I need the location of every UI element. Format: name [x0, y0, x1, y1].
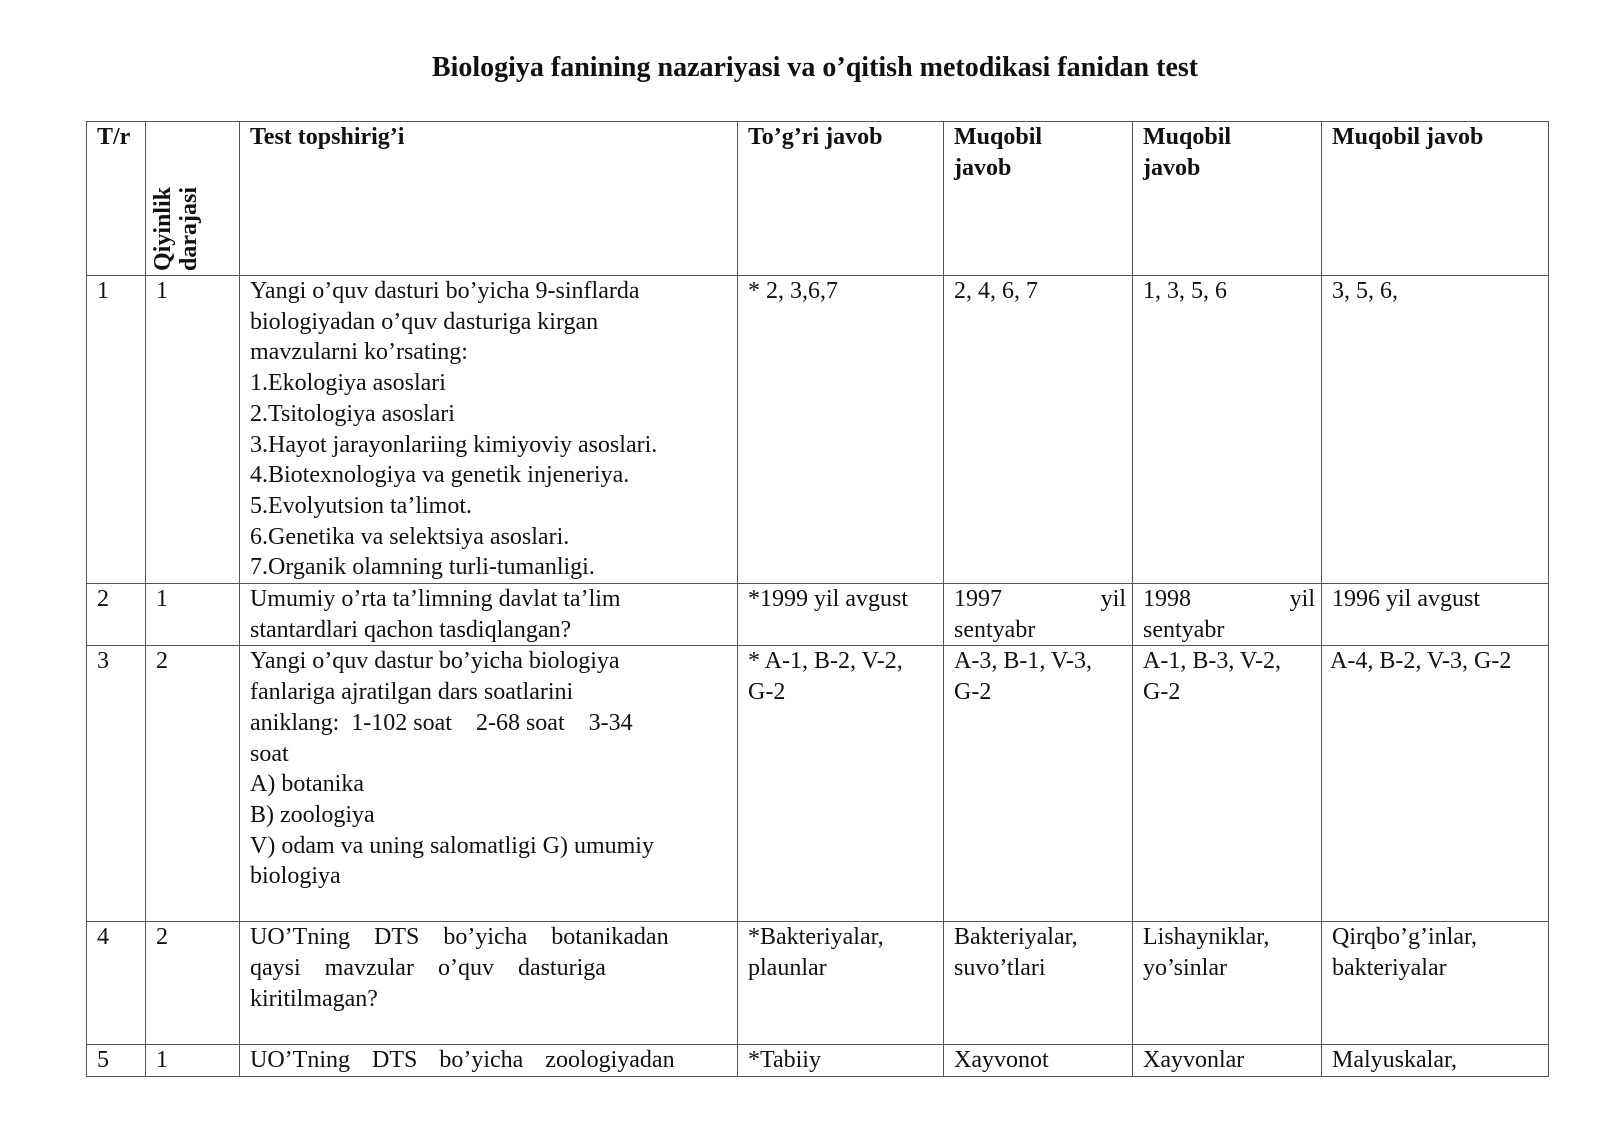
answer-line: yo’sinlar — [1143, 955, 1227, 982]
task-line: 5.Evolyutsion ta’limot. — [250, 492, 472, 519]
row-number: 2 — [87, 584, 146, 646]
answer-line: Bakteriyalar, — [954, 924, 1078, 951]
header-difficulty — [146, 122, 240, 276]
answer-line: G-2 — [954, 679, 992, 706]
alt-answer-2 — [1133, 646, 1322, 922]
alt-answer-3: 1996 yil avgust — [1322, 584, 1549, 646]
alt-answer-3: Malyuskalar, — [1322, 1045, 1549, 1077]
task-line: 7.Organik olamning turli-tumanligi. — [250, 554, 595, 581]
answer-part: yil — [1100, 586, 1126, 613]
row-number: 3 — [87, 646, 146, 922]
answer-line: A-3, B-1, V-3, — [954, 648, 1093, 675]
row-level: 2 — [146, 646, 240, 922]
answer-line: Lishayniklar, — [1143, 924, 1270, 951]
answer-line: G-2 — [748, 679, 786, 706]
answer-part: 1997 — [954, 586, 1002, 613]
header-difficulty-label: Qiyinlik darajasi — [150, 186, 202, 271]
correct-answer: * 2, 3,6,7 — [738, 276, 944, 584]
header-task: Test topshirig’i — [240, 122, 738, 276]
task-line: biologiya — [250, 863, 341, 890]
row-level: 1 — [146, 276, 240, 584]
task-line: Yangi o’quv dastur bo’yicha biologiya — [250, 648, 620, 675]
answer-part: 1998 — [1143, 586, 1191, 613]
alt-answer-3: 3, 5, 6, — [1322, 276, 1549, 584]
table-row — [87, 1045, 1549, 1077]
document-title: Biologiya fanining nazariyasi va o’qitish metodikasi fanidan test — [431, 52, 1199, 83]
alt-answer-3: A-4, B-2, V-3, G-2 — [1322, 646, 1549, 922]
task-line: mavzularni ko’rsating: — [250, 339, 468, 366]
task-line: 4.Biotexnologiya va genetik injeneriya. — [250, 462, 630, 489]
header-alt1: Muqobil javob — [944, 122, 1133, 276]
table-row — [87, 646, 1549, 922]
row-level: 1 — [146, 1045, 240, 1077]
answer-line — [1143, 584, 1315, 615]
row-number: 4 — [87, 922, 146, 1045]
alt-answer-2: Xayvonlar — [1133, 1045, 1322, 1077]
answer-line: sentyabr — [954, 616, 1036, 643]
task-line: B) zoologiya — [250, 801, 375, 828]
row-task — [240, 276, 738, 584]
table-row — [87, 584, 1549, 646]
task-line: UO’Tning DTS bo’yicha botanikadan — [250, 924, 669, 951]
answer-line: *Bakteriyalar, — [748, 924, 884, 951]
task-line: V) odam va uning salomatligi G) umumiy — [250, 832, 654, 859]
row-task — [240, 646, 738, 922]
correct-answer — [738, 922, 944, 1045]
alt-answer-1 — [944, 922, 1133, 1045]
test-table — [86, 121, 1549, 1077]
table-row — [87, 922, 1549, 1045]
answer-part: yil — [1289, 586, 1315, 613]
answer-line: suvo’tlari — [954, 955, 1046, 982]
correct-answer: *Tabiiy — [738, 1045, 944, 1077]
task-line: fanlariga ajratilgan dars soatlarini — [250, 679, 574, 706]
header-alt2: Muqobil javob — [1133, 122, 1322, 276]
row-level: 2 — [146, 922, 240, 1045]
task-line: Yangi o’quv dasturi bo’yicha 9-sinflarda — [250, 278, 640, 304]
task-line: 1.Ekologiya asoslari — [250, 370, 446, 397]
row-number: 5 — [87, 1045, 146, 1077]
row-task — [240, 584, 738, 646]
header-correct: To’g’ri javob — [738, 122, 944, 276]
task-line: stantardlari qachon tasdiqlangan? — [250, 616, 572, 643]
task-line: 2.Tsitologiya asoslari — [250, 400, 455, 427]
row-task — [240, 922, 738, 1045]
row-task — [240, 1045, 738, 1077]
answer-line: G-2 — [1143, 679, 1181, 706]
answer-line: plaunlar — [748, 955, 827, 982]
table-row — [87, 276, 1549, 584]
alt-answer-2: 1, 3, 5, 6 — [1133, 276, 1322, 584]
answer-line: bakteriyalar — [1332, 955, 1447, 982]
header-row — [87, 122, 1549, 276]
task-line: biologiyadan o’quv dasturiga kirgan — [250, 308, 599, 335]
alt-answer-3 — [1322, 922, 1549, 1045]
answer-line: sentyabr — [1143, 616, 1225, 643]
alt-answer-1 — [944, 584, 1133, 646]
answer-line: Qirqbo’g’inlar, — [1332, 924, 1477, 951]
task-line: aniklang: 1-102 soat 2-68 soat 3-34 — [250, 709, 633, 736]
task-line: UO’Tning DTS bo’yicha zoologiyadan — [250, 1047, 675, 1074]
answer-line: A-1, B-3, V-2, — [1143, 648, 1282, 675]
correct-answer: *1999 yil avgust — [738, 584, 944, 646]
task-line: Umumiy o’rta ta’limning davlat ta’lim — [250, 586, 621, 613]
header-alt3: Muqobil javob — [1322, 122, 1549, 276]
alt-answer-2 — [1133, 584, 1322, 646]
alt-answer-1: 2, 4, 6, 7 — [944, 276, 1133, 584]
alt-answer-2 — [1133, 922, 1322, 1045]
answer-line — [954, 584, 1126, 615]
task-line: qaysi mavzular o’quv dasturiga — [250, 955, 606, 982]
alt-answer-1: Xayvonot — [944, 1045, 1133, 1077]
task-line: 3.Hayot jarayonlariing kimiyoviy asoslari. — [250, 431, 658, 458]
task-line: 6.Genetika va selektsiya asoslari. — [250, 523, 570, 550]
correct-answer — [738, 646, 944, 922]
task-line: soat — [250, 740, 289, 767]
row-level: 1 — [146, 584, 240, 646]
answer-line: * A-1, B-2, V-2, — [748, 648, 903, 675]
task-line: A) botanika — [250, 771, 364, 798]
alt-answer-1 — [944, 646, 1133, 922]
row-number: 1 — [87, 276, 146, 584]
header-tr: T/r — [87, 122, 146, 276]
task-line: kiritilmagan? — [250, 985, 378, 1012]
